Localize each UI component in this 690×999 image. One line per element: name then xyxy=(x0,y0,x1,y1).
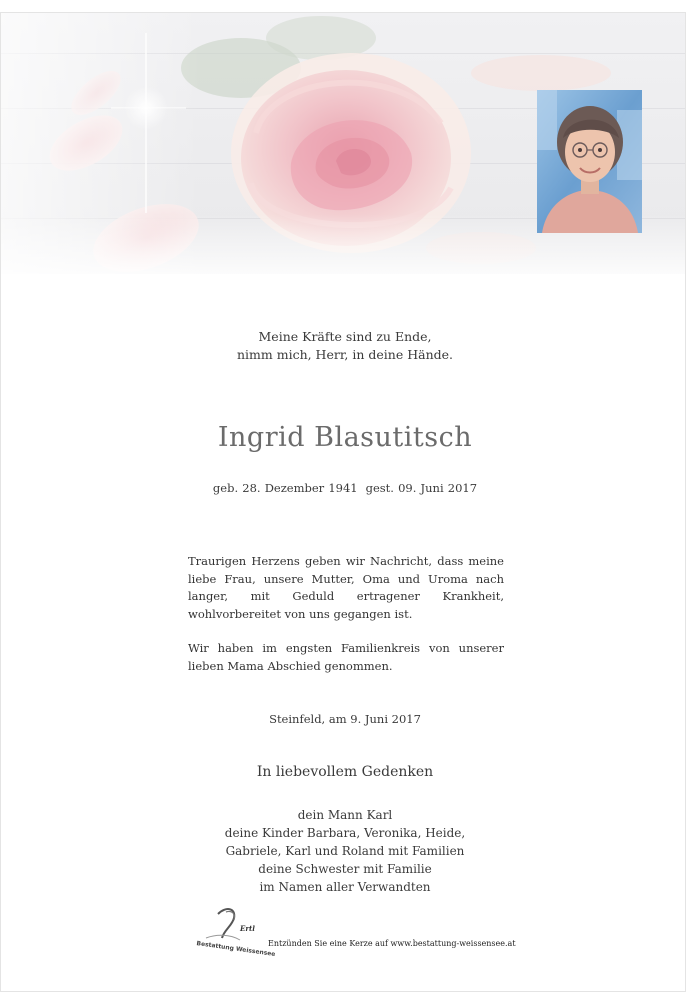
mourner-line: deine Schwester mit Familie xyxy=(258,862,432,876)
mourner-line: deine Kinder Barbara, Veronika, Heide, xyxy=(224,826,466,840)
death-date: gest. 09. Juni 2017 xyxy=(365,481,478,495)
farewell-paragraph: Wir haben im engsten Familienkreis von unserer lieben Mama Abschied genommen. xyxy=(188,641,504,673)
life-dates xyxy=(0,481,690,495)
mourners-list xyxy=(0,806,690,896)
announcement-paragraph: Traurigen Herzens geben wir Nachricht, dass meine liebe Frau, unsere Mutter, Oma und Uroma nach langer, mit Geduld ertragener Krankheit, wohlvorbereitet von uns gegangen ist. xyxy=(188,554,504,621)
logo-brand: Ertl xyxy=(240,924,255,933)
verse xyxy=(0,328,690,364)
logo-text: Bestattung Weissensee xyxy=(196,940,276,959)
verse-line: Meine Kräfte sind zu Ende, xyxy=(258,329,432,344)
place-date: Steinfeld, am 9. Juni 2017 xyxy=(269,712,421,726)
mourner-line: Gabriele, Karl und Roland mit Familien xyxy=(225,844,465,858)
deceased-name: Ingrid Blasutitsch xyxy=(217,422,473,453)
remembrance-heading: In liebevollem Gedenken xyxy=(256,764,434,780)
mourner-line: dein Mann Karl xyxy=(297,808,393,822)
mourner-line: im Namen aller Verwandten xyxy=(259,880,431,894)
candle-link-text[interactable]: Entzünden Sie eine Kerze auf www.bestattung-weissensee.at xyxy=(268,939,516,948)
deceased-portrait-photo xyxy=(537,90,642,233)
verse-line: nimm mich, Herr, in deine Hände. xyxy=(236,347,453,362)
birth-date: geb. 28. Dezember 1941 xyxy=(212,481,358,495)
